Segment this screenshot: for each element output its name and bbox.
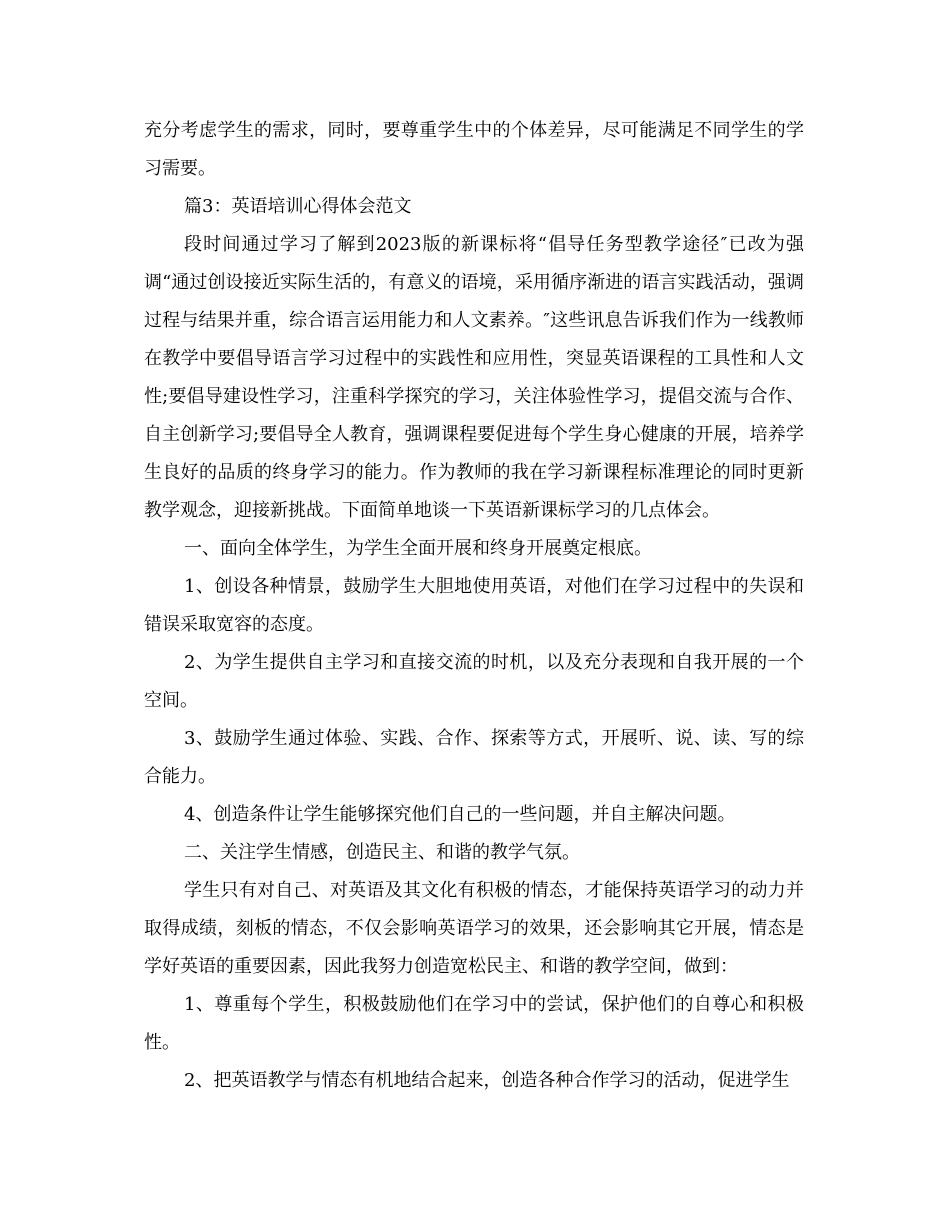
list-item-2: 2、为学生提供自主学习和直接交流的时机，以及充分表现和自我开展的一个空间。: [144, 652, 804, 711]
list-item-1: 1、创设各种情景，鼓励学生大胆地使用英语，对他们在学习过程中的失误和错误采取宽容的态度。: [144, 576, 804, 635]
heading-one: 一、面向全体学生，为学生全面开展和终身开展奠定根底。: [184, 538, 652, 559]
list-item-5: 1、尊重每个学生，积极鼓励他们在学习中的尝试，保护他们的自尊心和积极性。: [144, 994, 804, 1053]
document-body: [144, 112, 804, 1100]
paragraph-emotion: 学生只有对自己、对英语及其文化有积极的情态，才能保持英语学习的动力并取得成绩，刻板的情态，不仅会影响英语学习的效果，还会影响其它开展，情态是学好英语的重要因素，因此我努力创造宽松民主、和谐的教学空间，做到：: [144, 880, 804, 977]
paragraph-intro: 段时间通过学习了解到2023版的新课标将“倡导任务型教学途径″已改为强调“通过创设接近实际生活的，有意义的语境，采用循序渐进的语言实践活动，强调过程与结果并重，综合语言运用能力和人文素养。″这些讯息告诉我们作为一线教师在教学中要倡导语言学习过程中的实践性和应用性，突显英语课程的工具性和人文性;要倡导建设性学习，注重科学探究的学习，关注体验性学习，提倡交流与合作、自主创新学习;要倡导全人教育，强调课程要促进每个学生身心健康的开展，培养学生良好的品质的终身学习的能力。作为教师的我在学习新课程标准理论的同时更新教学观念，迎接新挑战。下面简单地谈一下英语新课标学习的几点体会。: [144, 234, 804, 521]
section-heading: 篇3：英语培训心得体会范文: [184, 196, 412, 217]
list-item-3: 3、鼓励学生通过体验、实践、合作、探索等方式，开展听、说、读、写的综合能力。: [144, 728, 804, 787]
list-item-6: 2、把英语教学与情态有机地结合起来，创造各种合作学习的活动，促进学生: [184, 1070, 790, 1091]
heading-two: 二、关注学生情感，创造民主、和谐的教学气氛。: [184, 842, 580, 863]
list-item-4: 4、创造条件让学生能够探究他们自己的一些问题，并自主解决问题。: [184, 804, 736, 825]
paragraph-1: 充分考虑学生的需求，同时，要尊重学生中的个体差异，尽可能满足不同学生的学习需要。: [144, 120, 804, 179]
